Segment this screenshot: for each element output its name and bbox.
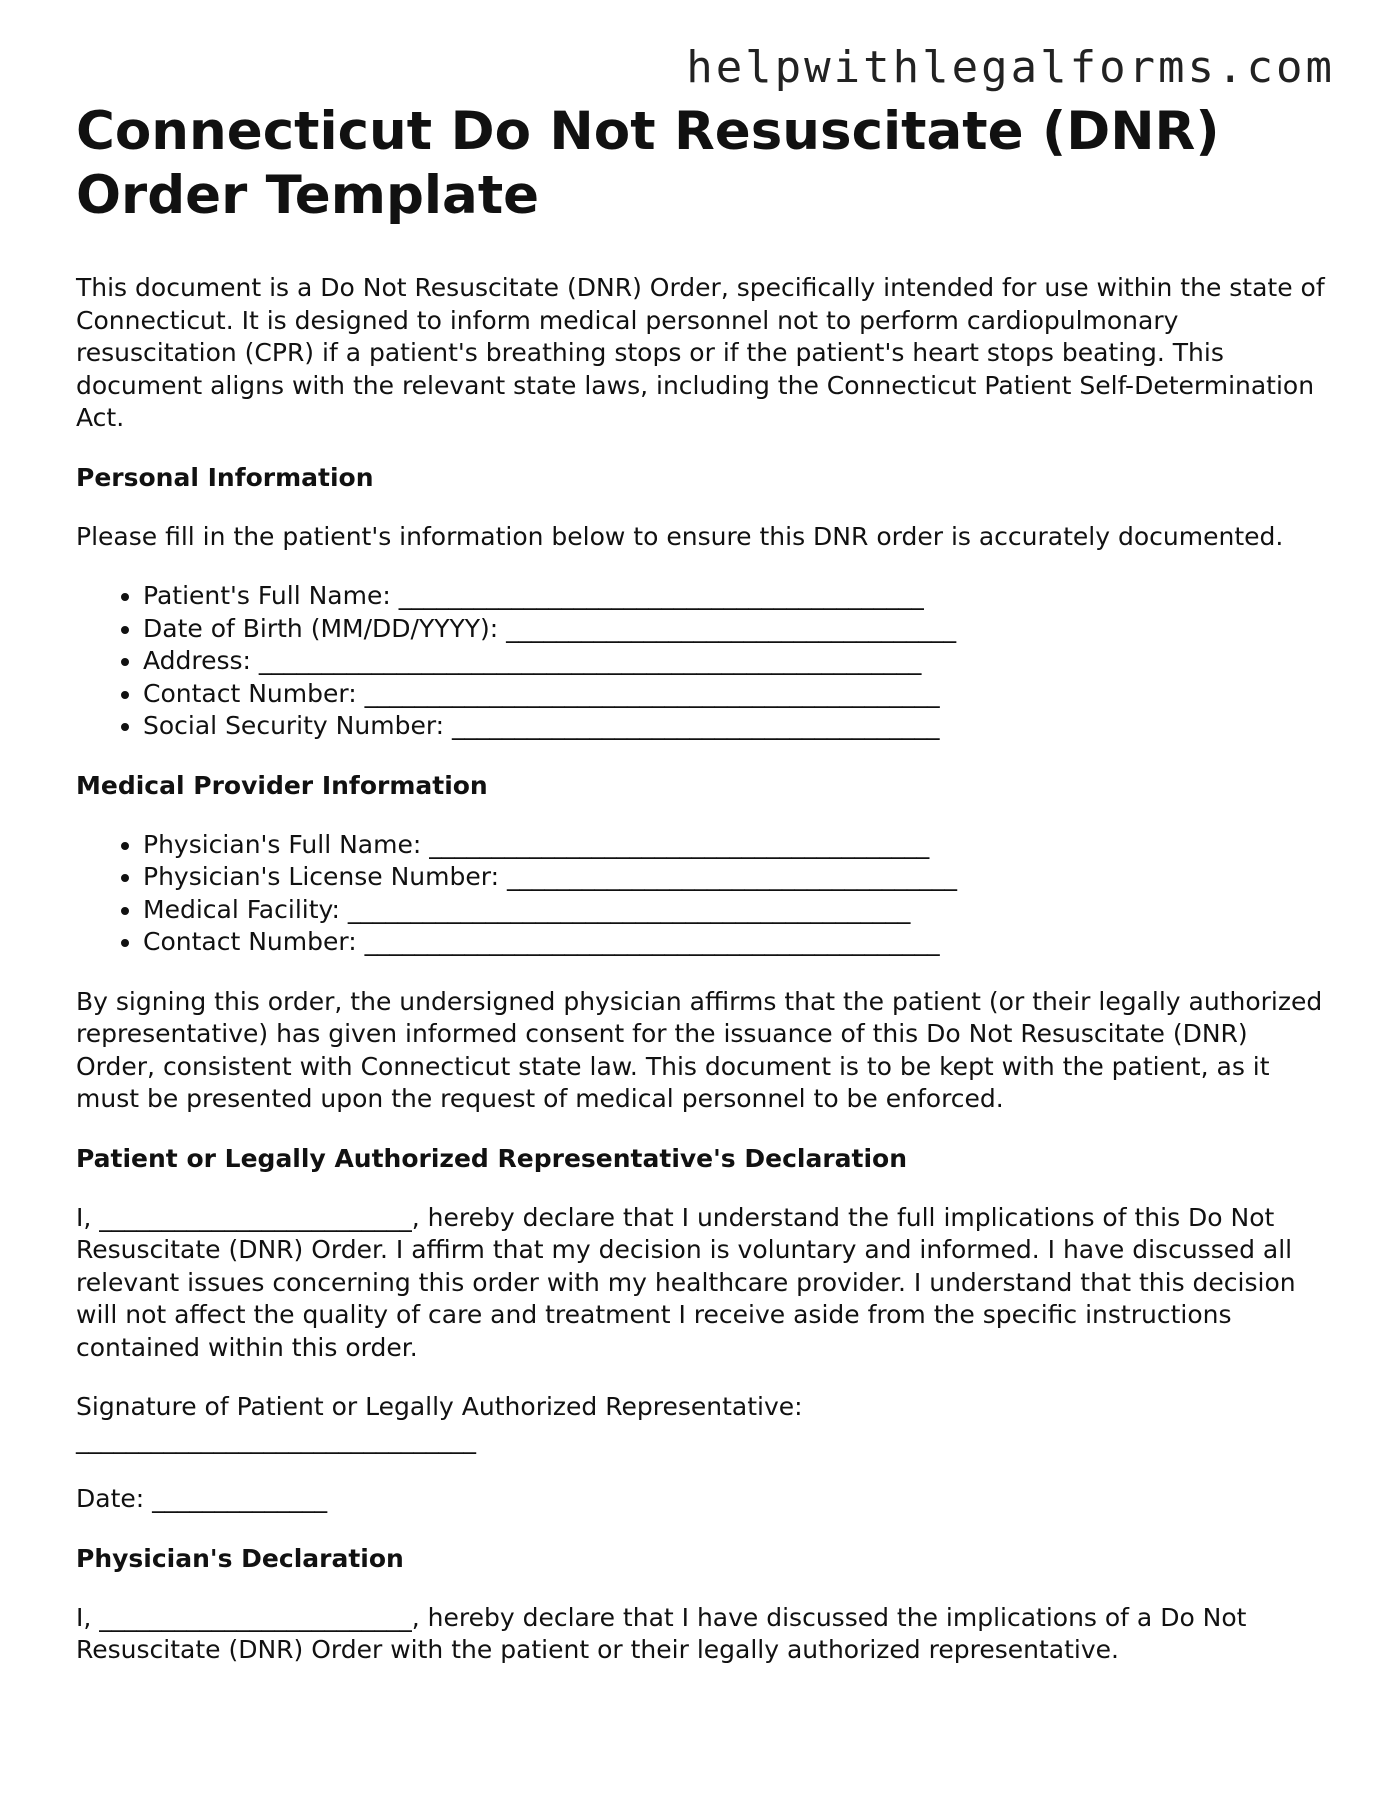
field-patient-name[interactable]: • Patient's Full Name: __________________________________________ xyxy=(143,580,1326,613)
provider-info-heading: Medical Provider Information xyxy=(76,770,488,800)
patient-declaration-heading: Patient or Legally Authorized Representative's Declaration xyxy=(76,1143,908,1173)
field-medical-facility[interactable]: • Medical Facility: _____________________________________________ xyxy=(143,894,1326,927)
page-title: Connecticut Do Not Resuscitate (DNR) Order Template xyxy=(76,101,1220,226)
watermark: helpwithlegalforms.com xyxy=(686,42,1335,93)
provider-info-list xyxy=(76,829,1326,959)
patient-declaration-text[interactable]: I, _________________________, hereby declare that I understand the full implications of this Do Not Resuscitate (DNR) Order. I affirm that my decision is voluntary and informed. I have discussed all relevant issues concerning this order with my healthcare provider. I understand that this decision will not affect the quality of care and treatment I receive aside from the specific instructions contained within this order. xyxy=(76,1202,1296,1362)
physician-declaration-heading: Physician's Declaration xyxy=(76,1543,404,1573)
document-page xyxy=(76,40,1326,1667)
field-contact-number[interactable]: • Contact Number: ______________________________________________ xyxy=(143,678,1326,711)
field-date-of-birth[interactable]: • Date of Birth (MM/DD/YYYY): ____________________________________ xyxy=(143,613,1326,646)
physician-declaration-text[interactable]: I, _________________________, hereby declare that I have discussed the implications of a Do Not Resuscitate (DNR) Order with the patient or their legally authorized representative. xyxy=(76,1602,1247,1664)
date-field[interactable]: Date: ______________ xyxy=(76,1484,328,1513)
intro-paragraph: This document is a Do Not Resuscitate (DNR) Order, specifically intended for use within the state of Connecticut. It is designed to inform medical personnel not to perform cardiopulmonary resuscitation (CPR) if a patient's breathing stops or if the patient's heart stops beating. This document aligns with the relevant state laws, including the Connecticut Patient Self-Determination Act. xyxy=(76,273,1325,432)
consent-paragraph: By signing this order, the undersigned physician affirms that the patient (or their legally authorized representative) has given informed consent for the issuance of this Do Not Resuscitate (DNR) Order, consistent with Connecticut state law. This document is to be kept with the patient, as it must be presented upon the request of medical personnel to be enforced. xyxy=(76,986,1323,1113)
field-ssn[interactable]: • Social Security Number: _______________________________________ xyxy=(143,710,1326,743)
personal-info-list xyxy=(76,580,1326,743)
personal-info-heading: Personal Information xyxy=(76,462,374,492)
signature-label: Signature of Patient or Legally Authorized Representative: xyxy=(76,1392,803,1421)
personal-info-instruction: Please fill in the patient's information below to ensure this DNR order is accurately documented. xyxy=(76,521,1284,551)
field-physician-license[interactable]: • Physician's License Number: ____________________________________ xyxy=(143,861,1326,894)
field-provider-contact[interactable]: • Contact Number: ______________________________________________ xyxy=(143,926,1326,959)
signature-line[interactable]: ________________________________ xyxy=(76,1424,476,1454)
field-physician-name[interactable]: • Physician's Full Name: ________________________________________ xyxy=(143,829,1326,862)
field-address[interactable]: • Address: _____________________________________________________ xyxy=(143,645,1326,678)
